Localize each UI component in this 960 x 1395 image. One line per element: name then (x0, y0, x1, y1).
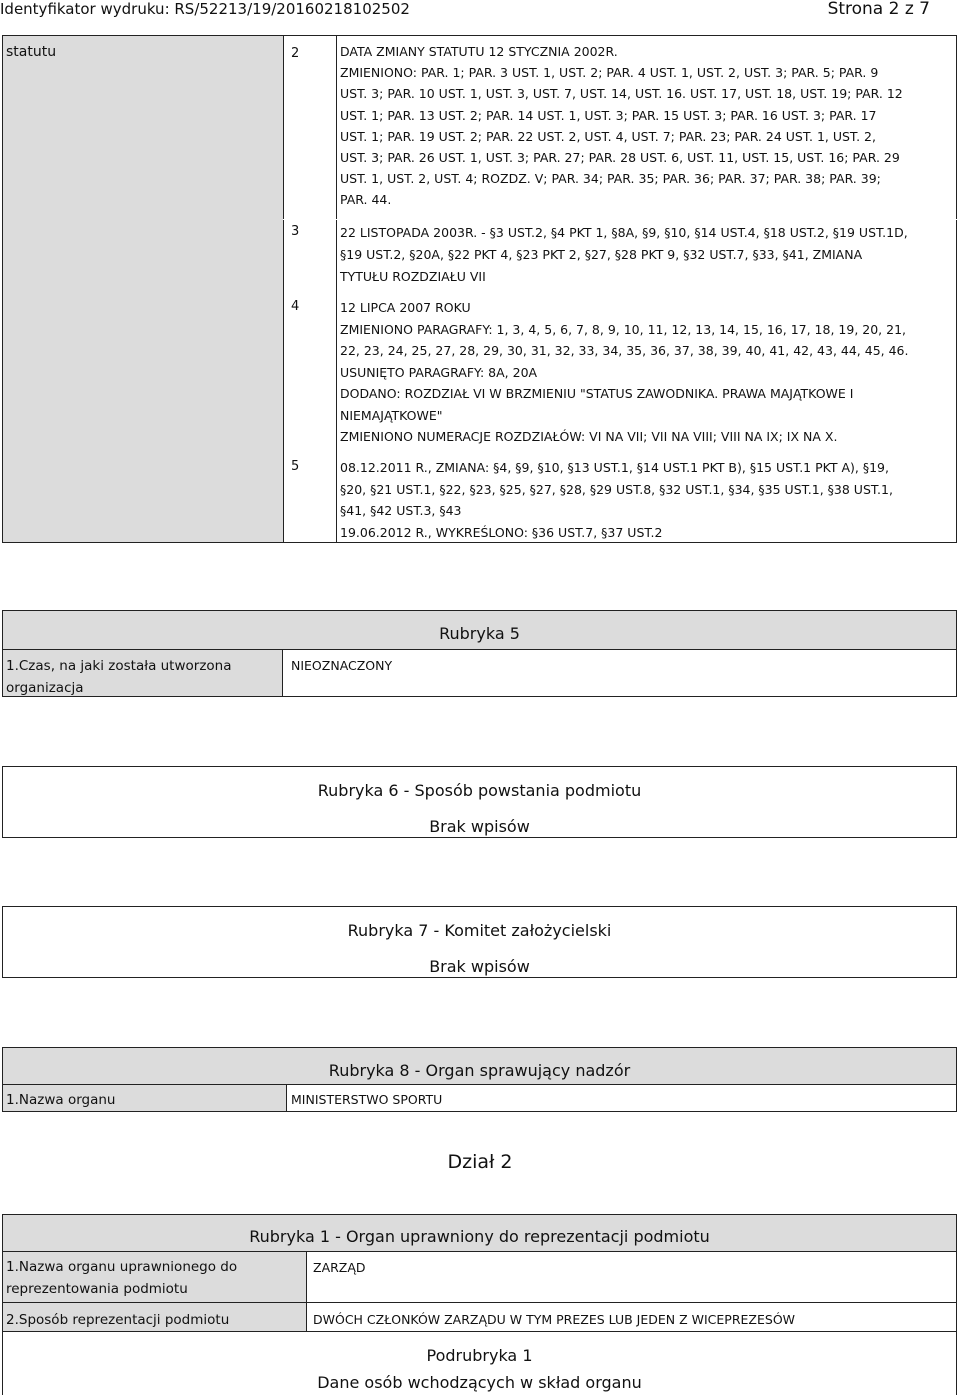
entry-number: 2 (291, 46, 300, 61)
rubryka-7-box (2, 906, 957, 978)
rubryka-7-title: Rubryka 7 - Komitet założycielski (347, 921, 612, 940)
entry-line: ZMIENIONO NUMERACJE ROZDZIAŁÓW: VI NA VII; VII NA VIII; VIII NA IX; IX NA X. (340, 429, 838, 444)
rubryka-6-box (2, 766, 957, 838)
podrubryka-1-subtitle: Dane osób wchodzących w skład organu (317, 1373, 642, 1392)
rubryka-8-value: MINISTERSTWO SPORTU (291, 1092, 443, 1107)
entry-line: PAR. 44. (340, 192, 392, 208)
entry-line: 22, 23, 24, 25, 27, 28, 29, 30, 31, 32, 33, 34, 35, 36, 37, 38, 39, 40, 41, 42, 43, 44, 45, 46. (340, 343, 909, 358)
rubryka-8-header (2, 1047, 957, 1085)
page-number: Strona 2 z 7 (827, 0, 930, 19)
rubryka-8-title: Rubryka 8 - Organ sprawujący nadzór (328, 1061, 631, 1080)
rubryka-5-value-cell (282, 649, 957, 697)
label-line: reprezentowania podmiotu (6, 1281, 188, 1297)
entry-line: DATA ZMIANY STATUTU 12 STYCZNIA 2002R. (340, 44, 618, 59)
entry-line: UST. 1; PAR. 13 UST. 2; PAR. 14 UST. 1, UST. 3; PAR. 15 UST. 3; PAR. 16 UST. 3; PAR. 17 (340, 107, 877, 123)
rubryka-7-empty: Brak wpisów (429, 957, 530, 976)
rubryka-8-label: 1.Nazwa organu (6, 1092, 116, 1108)
entry-text (340, 41, 940, 211)
entry-text (340, 297, 940, 448)
podrubryka-1-title: Podrubryka 1 (426, 1346, 533, 1365)
entry-line: UST. 3; PAR. 10 UST. 1, UST. 3, UST. 7, UST. 14, UST. 16. UST. 17, UST. 18, UST. 19; PAR. 12 (340, 86, 903, 102)
entry-number: 3 (291, 224, 300, 239)
d2-rubryka-1-header (2, 1214, 957, 1252)
entry-number: 5 (291, 459, 300, 474)
separator (283, 219, 957, 220)
rubryka-5-label-cell (2, 649, 283, 697)
entry-line: §19 UST.2, §20A, §22 PKT 4, §23 PKT 2, §27, §28 PKT 9, §32 UST.7, §33, §41, ZMIANA (340, 247, 863, 262)
d2-row1-label-cell (2, 1251, 307, 1303)
rubryka-6-title: Rubryka 6 - Sposób powstania podmiotu (317, 781, 642, 800)
entry-line: UST. 3; PAR. 26 UST. 1, UST. 3; PAR. 27; PAR. 28 UST. 6, UST. 11, UST. 15, UST. 16; PAR. 29 (340, 150, 900, 166)
history-label: statutu (6, 44, 57, 60)
rubryka-5-value: NIEOZNACZONY (291, 658, 393, 673)
podrubryka-1-box (2, 1331, 957, 1395)
rubryka-8-value-cell (286, 1084, 957, 1112)
entry-line: 22 LISTOPADA 2003R. - §3 UST.2, §4 PKT 1, §8A, §9, §10, §14 UST.4, §18 UST.2, §19 UST.1D, (340, 225, 908, 240)
d2-row2-value: DWÓCH CZŁONKÓW ZARZĄDU W TYM PREZES LUB JEDEN Z WICEPREZESÓW (313, 1312, 796, 1327)
print-identifier: Identyfikator wydruku: RS/52213/19/20160218102502 (0, 0, 410, 18)
entry-line: DODANO: ROZDZIAŁ VI W BRZMIENIU "STATUS ZAWODNIKA. PRAWA MAJĄTKOWE I (340, 386, 854, 401)
d2-row1-value-cell (306, 1251, 957, 1303)
d2-row1-label (6, 1256, 237, 1300)
entry-line: UST. 1; PAR. 19 UST. 2; PAR. 22 UST. 2, UST. 4, UST. 7; PAR. 23; PAR. 24 UST. 1, UST. 2, (340, 128, 876, 144)
d2-row1-value: ZARZĄD (313, 1260, 366, 1275)
rubryka-8-label-cell (2, 1084, 287, 1112)
entry-line: 08.12.2011 R., ZMIANA: §4, §9, §10, §13 UST.1, §14 UST.1 PKT B), §15 UST.1 PKT A), §19, (340, 460, 889, 475)
entry-line: 19.06.2012 R., WYKREŚLONO: §36 UST.7, §37 UST.2 (340, 524, 663, 540)
history-label-cell (3, 36, 284, 542)
rubryka-5-header (2, 610, 957, 650)
d2-row2-value-cell (306, 1302, 957, 1332)
label-line: 1.Czas, na jaki została utworzona (6, 658, 232, 674)
entry-line: §41, §42 UST.3, §43 (340, 503, 462, 518)
entry-line: §20, §21 UST.1, §22, §23, §25, §27, §28, §29 UST.8, §32 UST.1, §34, §35 UST.1, §38 UST.1, (340, 481, 893, 497)
rubryka-5-title: Rubryka 5 (439, 624, 520, 643)
entry-number: 4 (291, 299, 300, 314)
rubryka-6-empty: Brak wpisów (429, 817, 530, 836)
entry-line: 12 LIPCA 2007 ROKU (340, 300, 471, 315)
label-line: organizacja (6, 680, 84, 696)
entry-line: ZMIENIONO PARAGRAFY: 1, 3, 4, 5, 6, 7, 8, 9, 10, 11, 12, 13, 14, 15, 16, 17, 18, 19, 20, 21, (340, 321, 906, 337)
d2-row2-label: 2.Sposób reprezentacji podmiotu (6, 1312, 230, 1328)
entry-line: UST. 1, UST. 2, UST. 4; ROZDZ. V; PAR. 34; PAR. 35; PAR. 36; PAR. 37; PAR. 38; PAR. 39; (340, 171, 881, 187)
label-line: 1.Nazwa organu uprawnionego do (6, 1259, 238, 1275)
d2-row2-label-cell (2, 1302, 307, 1332)
section-title: Dział 2 (447, 1151, 513, 1173)
entry-text (340, 222, 940, 288)
entry-line: TYTUŁU ROZDZIAŁU VII (340, 269, 486, 284)
d2-rubryka-1-title: Rubryka 1 - Organ uprawniony do reprezentacji podmiotu (249, 1227, 710, 1246)
entry-line: ZMIENIONO: PAR. 1; PAR. 3 UST. 1, UST. 2; PAR. 4 UST. 1, UST. 2, UST. 3; PAR. 5; PAR. 9 (340, 65, 879, 81)
entry-text (340, 457, 940, 543)
entry-line: USUNIĘTO PARAGRAFY: 8A, 20A (340, 364, 538, 380)
entry-line: NIEMAJĄTKOWE" (340, 407, 443, 423)
rubryka-5-label (6, 655, 232, 699)
